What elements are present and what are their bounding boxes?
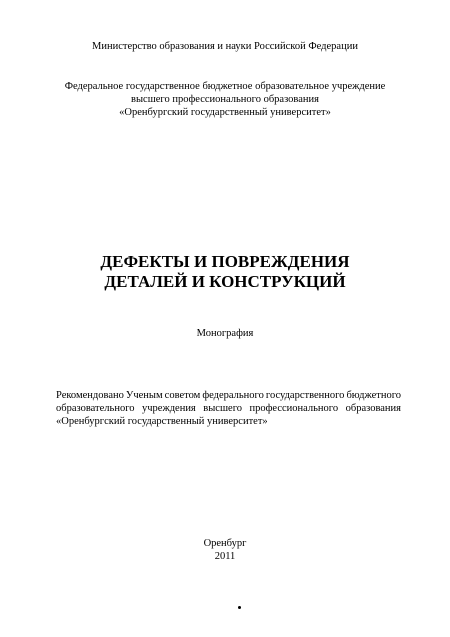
ministry-heading: Министерство образования и науки Российской Федерации: [92, 41, 358, 52]
document-title-line-1: ДЕФЕКТЫ И ПОВРЕЖДЕНИЯ: [100, 252, 350, 271]
page-mark: [238, 606, 241, 609]
recommendation-word: образования: [345, 403, 401, 414]
recommendation-word: образовательного: [56, 403, 135, 414]
document-title-line-2: ДЕТАЛЕЙ И КОНСТРУКЦИЙ: [104, 272, 346, 291]
recommendation-line-1: [56, 389, 401, 402]
organization-line-1: Федеральное государственное бюджетное образовательное учреждение: [64, 81, 386, 92]
recommendation-word: государственного: [265, 390, 345, 401]
recommendation-word: Ученым: [125, 390, 163, 401]
recommendation-word: учреждения: [142, 403, 196, 414]
recommendation-word: бюджетного: [346, 390, 401, 401]
recommendation-line-2: [56, 402, 401, 415]
publication-city: Оренбург: [203, 538, 247, 549]
recommendation-word: профессионального: [249, 403, 339, 414]
organization-line-2: высшего профессионального образования: [131, 94, 319, 105]
recommendation-word: советом: [164, 390, 201, 401]
recommendation-word: Рекомендовано: [56, 390, 124, 401]
recommendation-word: высшего: [203, 403, 242, 414]
recommendation-line-3: «Оренбургский государственный университет»: [56, 416, 268, 427]
recommendation-word: федерального: [202, 390, 264, 401]
publication-year: 2011: [214, 551, 236, 562]
organization-line-3: «Оренбургский государственный университет»: [119, 107, 331, 118]
document-type: Монография: [196, 328, 254, 339]
